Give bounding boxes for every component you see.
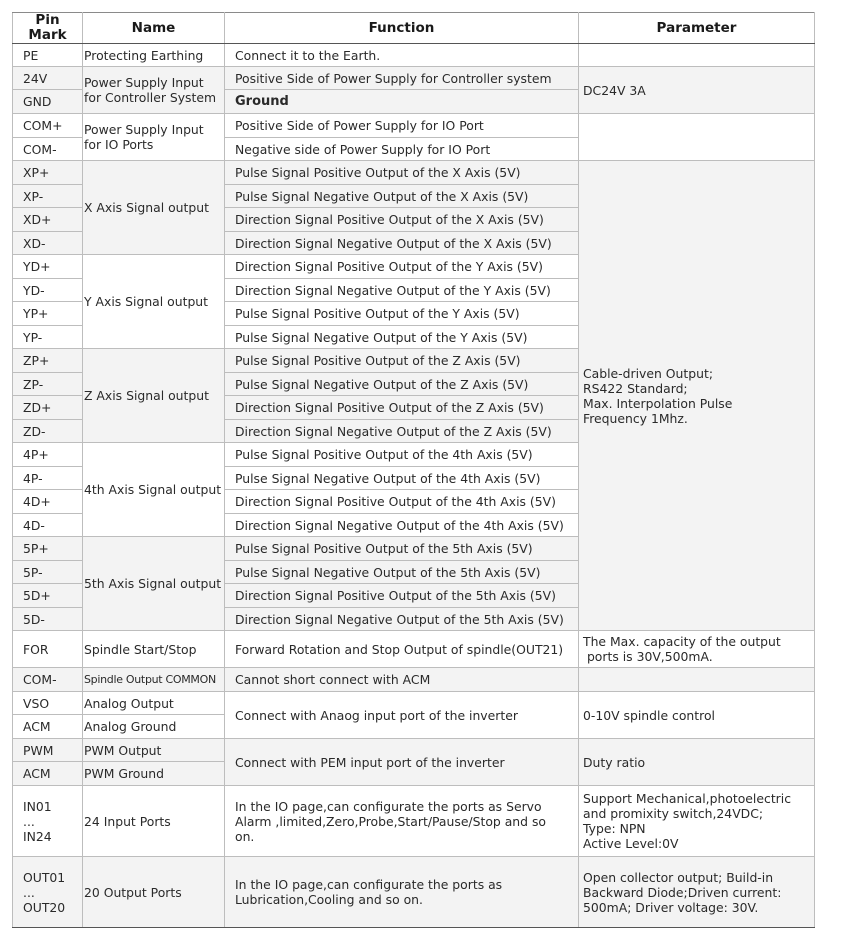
- pin-function: Direction Signal Negative Output of the Y Axis (5V): [225, 279, 579, 302]
- pin-mark: YP+: [13, 302, 83, 326]
- pin-function: Direction Signal Positive Output of the X Axis (5V): [225, 208, 579, 232]
- pin-mark: GND: [13, 90, 83, 114]
- pin-mark: 4D+: [13, 490, 83, 514]
- pin-function: Connect it to the Earth.: [225, 44, 579, 67]
- pin-mark: FOR: [13, 631, 83, 668]
- pin-name: Protecting Earthing: [83, 44, 225, 67]
- table-row: [13, 692, 815, 715]
- pin-name: Power Supply Input for Controller System: [83, 67, 225, 114]
- pin-mark: XP+: [13, 161, 83, 185]
- pin-function: Direction Signal Positive Output of the Z Axis (5V): [225, 396, 579, 420]
- pin-mark: ACM: [13, 762, 83, 786]
- table-row: [13, 114, 815, 138]
- pin-function: Pulse Signal Negative Output of the X Axis (5V): [225, 185, 579, 208]
- table-row: [13, 67, 815, 90]
- header-function: Function: [225, 13, 579, 44]
- pin-mark: PWM: [13, 739, 83, 762]
- pin-function: Negative side of Power Supply for IO Port: [225, 138, 579, 161]
- pin-function: Pulse Signal Negative Output of the Y Axis (5V): [225, 326, 579, 349]
- pin-mark: 4P-: [13, 467, 83, 490]
- pin-mark: COM-: [13, 668, 83, 692]
- pin-function: Cannot short connect with ACM: [225, 668, 579, 692]
- table-row: [13, 631, 815, 668]
- pin-parameter: [579, 668, 815, 692]
- table-row: [13, 44, 815, 67]
- table-row: [13, 857, 815, 928]
- pin-mark: YP-: [13, 326, 83, 349]
- pin-mark: IN01 ... IN24: [13, 786, 83, 857]
- pin-name: Power Supply Input for IO Ports: [83, 114, 225, 161]
- pin-function: Direction Signal Negative Output of the Z Axis (5V): [225, 420, 579, 443]
- table-row: [13, 161, 815, 185]
- pin-mark: COM-: [13, 138, 83, 161]
- header-name: Name: [83, 13, 225, 44]
- pin-mark: 5P+: [13, 537, 83, 561]
- pin-name: PWM Ground: [83, 762, 225, 786]
- pin-parameter: 0-10V spindle control: [579, 692, 815, 739]
- pin-function: Direction Signal Positive Output of the Y Axis (5V): [225, 255, 579, 279]
- pin-mark: 24V: [13, 67, 83, 90]
- pin-function: Pulse Signal Negative Output of the Z Axis (5V): [225, 373, 579, 396]
- pin-function: Pulse Signal Positive Output of the Z Axis (5V): [225, 349, 579, 373]
- pin-name: PWM Output: [83, 739, 225, 762]
- pin-function: Pulse Signal Positive Output of the 4th Axis (5V): [225, 443, 579, 467]
- pin-function: Positive Side of Power Supply for Controller system: [225, 67, 579, 90]
- pin-mark: OUT01 ... OUT20: [13, 857, 83, 928]
- pin-mark: XD+: [13, 208, 83, 232]
- pin-function: Pulse Signal Negative Output of the 5th Axis (5V): [225, 561, 579, 584]
- pin-mark: 4D-: [13, 514, 83, 537]
- pin-parameter: The Max. capacity of the output ports is 30V,500mA.: [579, 631, 815, 668]
- pin-parameter: Open collector output; Build-in Backward Diode;Driven current: 500mA; Driver voltage: 30V.: [579, 857, 815, 928]
- pin-name: Spindle Start/Stop: [83, 631, 225, 668]
- pin-function: Direction Signal Positive Output of the 4th Axis (5V): [225, 490, 579, 514]
- pin-mark: 5P-: [13, 561, 83, 584]
- pin-function: Connect with PEM input port of the inverter: [225, 739, 579, 786]
- pin-name: 20 Output Ports: [83, 857, 225, 928]
- pin-mark: 5D-: [13, 608, 83, 631]
- table-row: [13, 739, 815, 762]
- pin-function: Direction Signal Negative Output of the X Axis (5V): [225, 232, 579, 255]
- pin-mark: ZD+: [13, 396, 83, 420]
- pin-mark: VSO: [13, 692, 83, 715]
- pin-mark: XD-: [13, 232, 83, 255]
- table-row: [13, 786, 815, 857]
- pin-mark: ACM: [13, 715, 83, 739]
- pin-parameter: Support Mechanical,photoelectric and promixity switch,24VDC; Type: NPN Active Level:0V: [579, 786, 815, 857]
- pin-mark: XP-: [13, 185, 83, 208]
- pin-function: Pulse Signal Positive Output of the 5th Axis (5V): [225, 537, 579, 561]
- pin-name: 24 Input Ports: [83, 786, 225, 857]
- pin-function: Positive Side of Power Supply for IO Port: [225, 114, 579, 138]
- pin-function: Direction Signal Negative Output of the 4th Axis (5V): [225, 514, 579, 537]
- pin-definition-table: [12, 12, 815, 928]
- pin-parameter: [579, 44, 815, 67]
- pin-parameter: Cable-driven Output; RS422 Standard; Max. Interpolation Pulse Frequency 1Mhz.: [579, 161, 815, 631]
- pin-parameter: [579, 114, 815, 161]
- table-header-row: [13, 13, 815, 44]
- pin-name: Z Axis Signal output: [83, 349, 225, 443]
- pin-function: Connect with Anaog input port of the inverter: [225, 692, 579, 739]
- pin-mark: ZP-: [13, 373, 83, 396]
- pin-mark: 5D+: [13, 584, 83, 608]
- pin-name: Analog Output: [83, 692, 225, 715]
- pin-function: Pulse Signal Positive Output of the X Axis (5V): [225, 161, 579, 185]
- pin-mark: ZD-: [13, 420, 83, 443]
- table-row: [13, 668, 815, 692]
- pin-function: Direction Signal Negative Output of the 5th Axis (5V): [225, 608, 579, 631]
- pin-mark: 4P+: [13, 443, 83, 467]
- pin-mark: PE: [13, 44, 83, 67]
- pin-function: Pulse Signal Positive Output of the Y Axis (5V): [225, 302, 579, 326]
- header-pin-mark: Pin Mark: [13, 13, 83, 44]
- pin-function: In the IO page,can configurate the ports as Lubrication,Cooling and so on.: [225, 857, 579, 928]
- pin-mark: ZP+: [13, 349, 83, 373]
- pin-name: Analog Ground: [83, 715, 225, 739]
- pin-function: Forward Rotation and Stop Output of spindle(OUT21): [225, 631, 579, 668]
- pin-function: Pulse Signal Negative Output of the 4th Axis (5V): [225, 467, 579, 490]
- header-parameter: Parameter: [579, 13, 815, 44]
- pin-name: 4th Axis Signal output: [83, 443, 225, 537]
- pin-name: Y Axis Signal output: [83, 255, 225, 349]
- pin-function: In the IO page,can configurate the ports as Servo Alarm ,limited,Zero,Probe,Start/Pause/Stop and so on.: [225, 786, 579, 857]
- pin-name: 5th Axis Signal output: [83, 537, 225, 631]
- pin-mark: YD-: [13, 279, 83, 302]
- pin-function: Ground: [225, 90, 579, 114]
- pin-mark: YD+: [13, 255, 83, 279]
- pin-mark: COM+: [13, 114, 83, 138]
- pin-parameter: DC24V 3A: [579, 67, 815, 114]
- pin-name: X Axis Signal output: [83, 161, 225, 255]
- pin-function: Direction Signal Positive Output of the 5th Axis (5V): [225, 584, 579, 608]
- pin-name: Spindle Output COMMON: [83, 668, 225, 692]
- pin-parameter: Duty ratio: [579, 739, 815, 786]
